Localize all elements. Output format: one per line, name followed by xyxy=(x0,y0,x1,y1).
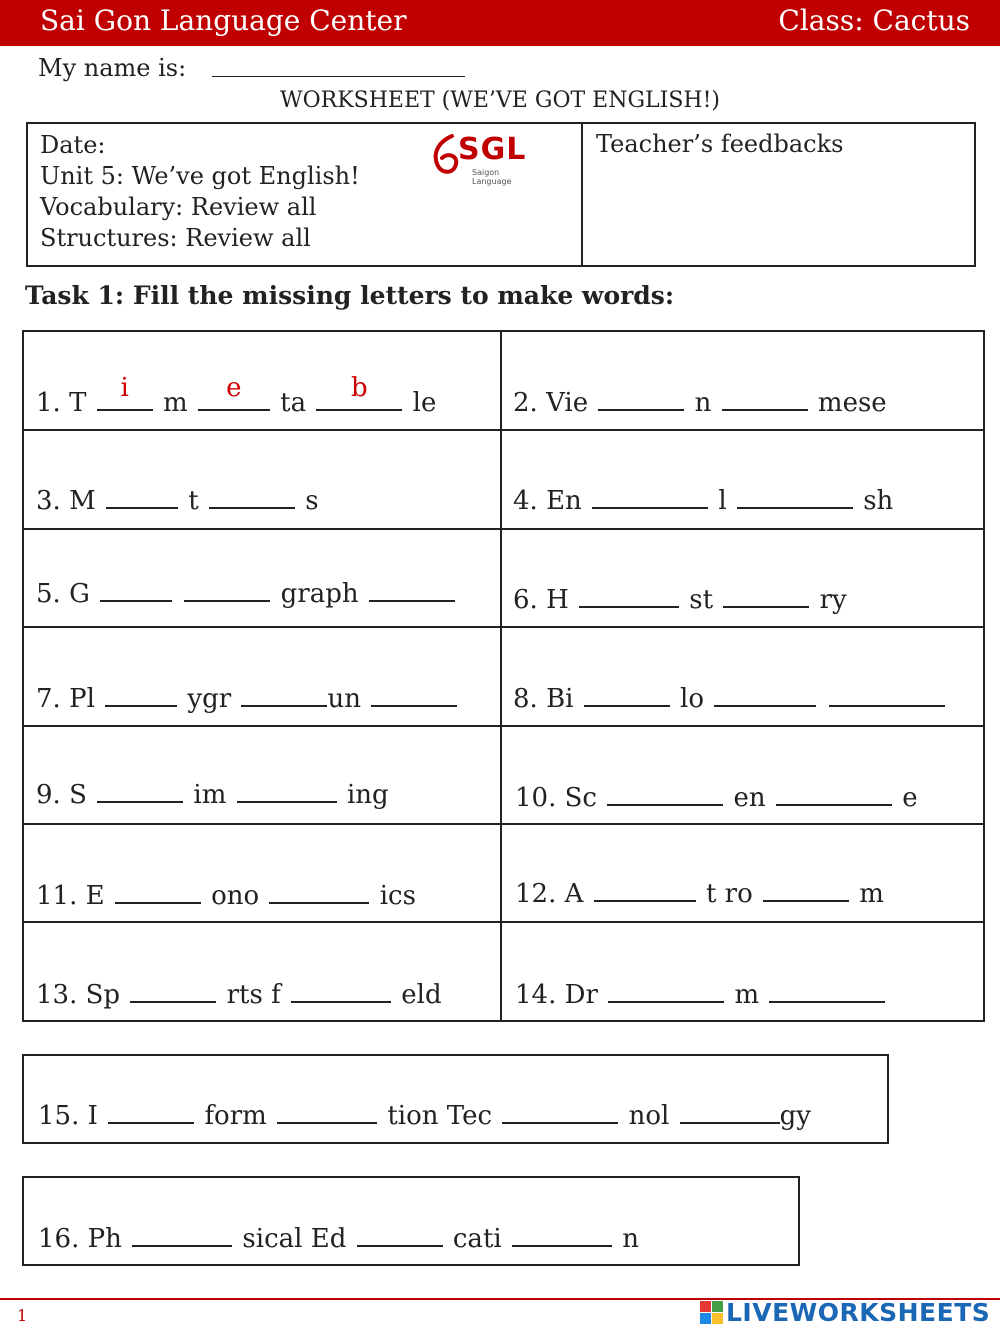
answer-blank[interactable] xyxy=(714,687,816,707)
item-number: 4. xyxy=(513,486,538,516)
word-part: en xyxy=(733,783,766,813)
word-part: H xyxy=(546,585,569,615)
word-item-11 xyxy=(36,881,416,911)
answer-blank[interactable] xyxy=(607,786,723,806)
name-input-line[interactable] xyxy=(212,76,465,77)
word-part: A xyxy=(564,879,584,909)
word-part: s xyxy=(305,486,319,516)
task1-grid xyxy=(22,330,985,1022)
word-part: n xyxy=(694,388,712,418)
answer-blank[interactable] xyxy=(502,1104,618,1124)
word-item-5 xyxy=(36,579,457,609)
answer-blank[interactable] xyxy=(723,588,809,608)
answer-blank[interactable] xyxy=(184,582,270,602)
word-part: ics xyxy=(379,881,416,911)
item-number: 13. xyxy=(36,980,78,1010)
answer-blank[interactable] xyxy=(357,1227,443,1247)
item-number: 16. xyxy=(38,1224,80,1254)
item-number: 5. xyxy=(36,579,61,609)
word-item-6 xyxy=(513,585,847,615)
answer-blank[interactable] xyxy=(776,786,892,806)
word-part: lo xyxy=(680,684,704,714)
sgl-logo-text: SGL xyxy=(458,132,527,167)
word-part: sh xyxy=(863,486,894,516)
word-part: Tec xyxy=(446,1101,493,1131)
item-number: 2. xyxy=(513,388,538,418)
liveworksheets-logo xyxy=(700,1298,990,1328)
teacher-feedback-label: Teacher’s feedbacks xyxy=(596,130,844,158)
word-part: t xyxy=(705,879,717,909)
item-number: 15. xyxy=(38,1101,80,1131)
word-part: Dr xyxy=(564,980,598,1010)
item-number: 12. xyxy=(515,879,557,909)
word-item-1 xyxy=(36,373,437,418)
name-label: My name is: xyxy=(38,54,187,82)
word-item-2 xyxy=(513,388,887,418)
answer-blank[interactable] xyxy=(737,489,853,509)
word-part: m xyxy=(734,980,760,1010)
header-bar xyxy=(0,0,1000,46)
info-lines xyxy=(40,130,360,254)
answer-blank[interactable] xyxy=(130,983,216,1003)
answer-blank[interactable] xyxy=(97,783,183,803)
item-number: 1. xyxy=(36,388,61,418)
word-part: m xyxy=(162,388,188,418)
answer-blank[interactable] xyxy=(584,687,670,707)
word-part: ta xyxy=(280,388,307,418)
answer-blank[interactable] xyxy=(277,1104,377,1124)
answer-blank[interactable] xyxy=(291,983,391,1003)
word-part: Sc xyxy=(564,783,597,813)
filled-answer: e xyxy=(226,373,242,403)
grid-row-divider xyxy=(24,823,983,825)
grid-row-divider xyxy=(24,528,983,530)
task1-title: Task 1: Fill the missing letters to make words: xyxy=(25,281,675,310)
answer-blank[interactable] xyxy=(108,1104,194,1124)
answer-blank[interactable] xyxy=(269,884,369,904)
word-part: ro xyxy=(724,879,753,909)
item-number: 3. xyxy=(36,486,61,516)
item-number: 14. xyxy=(515,980,557,1010)
word-part: e xyxy=(902,783,918,813)
answer-blank[interactable] xyxy=(680,1104,780,1124)
word-item-4 xyxy=(513,486,893,516)
answer-blank[interactable] xyxy=(97,373,153,411)
item-number: 8. xyxy=(513,684,538,714)
word-part: M xyxy=(69,486,96,516)
answer-blank[interactable] xyxy=(829,687,945,707)
word-item-14 xyxy=(515,980,887,1010)
answer-blank[interactable] xyxy=(371,687,457,707)
word-part: mese xyxy=(817,388,887,418)
answer-blank[interactable] xyxy=(769,983,885,1003)
answer-blank[interactable] xyxy=(100,582,172,602)
word-part: ono xyxy=(211,881,260,911)
sgl-logo-subtext: Saigon Language xyxy=(472,168,512,186)
school-name: Sai Gon Language Center xyxy=(40,4,407,37)
item-number: 10. xyxy=(515,783,557,813)
word-part: graph xyxy=(280,579,359,609)
word-part: eld xyxy=(401,980,442,1010)
answer-blank[interactable] xyxy=(369,582,455,602)
word-part: En xyxy=(546,486,582,516)
answer-blank[interactable] xyxy=(598,391,684,411)
answer-blank[interactable] xyxy=(115,884,201,904)
word-part: ing xyxy=(346,780,389,810)
filled-answer: b xyxy=(351,373,368,403)
unit-label: Unit 5: We’ve got English! xyxy=(40,162,360,190)
word-part: gy xyxy=(779,1101,811,1131)
page-number: 1 xyxy=(17,1306,28,1325)
item-number: 7. xyxy=(36,684,61,714)
answer-blank[interactable] xyxy=(579,588,679,608)
worksheet-title: WORKSHEET (WE’VE GOT ENGLISH!) xyxy=(279,88,721,113)
grid-row-divider xyxy=(24,626,983,628)
word-part: Ed xyxy=(310,1224,347,1254)
item-number: 6. xyxy=(513,585,538,615)
word-part: I xyxy=(87,1101,98,1131)
word-part: Vie xyxy=(546,388,589,418)
word-part: ry xyxy=(819,585,847,615)
grid-row-divider xyxy=(24,725,983,727)
grid-row-divider xyxy=(24,921,983,923)
word-part: Pl xyxy=(69,684,95,714)
word-part: E xyxy=(85,881,105,911)
word-part: un xyxy=(327,684,361,714)
class-label: Class: Cactus xyxy=(778,4,970,37)
word-part: ygr xyxy=(187,684,232,714)
answer-blank[interactable] xyxy=(132,1227,232,1247)
word-part: form xyxy=(204,1101,267,1131)
answer-blank[interactable] xyxy=(763,882,849,902)
word-item-9 xyxy=(36,780,389,810)
word-item-16 xyxy=(38,1224,639,1254)
word-part: im xyxy=(193,780,227,810)
word-item-7 xyxy=(36,684,459,714)
word-item-13 xyxy=(36,980,442,1010)
answer-blank[interactable] xyxy=(594,882,696,902)
answer-blank[interactable] xyxy=(722,391,808,411)
answer-blank[interactable] xyxy=(209,489,295,509)
word-part: le xyxy=(412,388,437,418)
answer-blank[interactable] xyxy=(241,687,327,707)
word-part: cati xyxy=(452,1224,502,1254)
word-part: Bi xyxy=(546,684,574,714)
word-part: l xyxy=(718,486,727,516)
word-part: n xyxy=(622,1224,639,1254)
info-divider xyxy=(581,124,583,265)
word-part: T xyxy=(69,388,87,418)
item-number: 9. xyxy=(36,780,61,810)
word-part: Ph xyxy=(87,1224,122,1254)
word-part: sical xyxy=(242,1224,303,1254)
word-item-3 xyxy=(36,486,319,516)
liveworksheets-text: LIVEWORKSHEETS xyxy=(726,1298,991,1327)
vocabulary-label: Vocabulary: Review all xyxy=(40,193,317,221)
word-part: G xyxy=(69,579,90,609)
word-part: m xyxy=(859,879,884,909)
word-part: f xyxy=(271,980,281,1010)
word-item-12 xyxy=(515,879,884,909)
word-item-10 xyxy=(515,783,918,813)
word-part: t xyxy=(188,486,199,516)
filled-answer: i xyxy=(120,373,129,403)
answer-blank[interactable] xyxy=(106,489,178,509)
grid-vertical-divider xyxy=(500,332,502,1020)
answer-blank[interactable] xyxy=(592,489,708,509)
word-part: st xyxy=(689,585,714,615)
answer-blank[interactable] xyxy=(608,983,724,1003)
answer-blank[interactable] xyxy=(198,373,270,411)
answer-blank[interactable] xyxy=(512,1227,612,1247)
word-part: rts xyxy=(226,980,263,1010)
word-part: S xyxy=(69,780,87,810)
answer-blank[interactable] xyxy=(316,373,402,411)
grid-row-divider xyxy=(24,429,983,431)
word-item-8 xyxy=(513,684,947,714)
answer-blank[interactable] xyxy=(105,687,177,707)
word-part: tion xyxy=(387,1101,439,1131)
date-label: Date: xyxy=(40,131,106,159)
liveworksheets-blocks-icon xyxy=(700,1301,724,1325)
sgl-logo xyxy=(430,132,540,186)
word-part: Sp xyxy=(85,980,121,1010)
word-part: nol xyxy=(628,1101,670,1131)
word-item-15 xyxy=(38,1101,811,1131)
item-number: 11. xyxy=(36,881,78,911)
answer-blank[interactable] xyxy=(237,783,337,803)
structures-label: Structures: Review all xyxy=(40,224,311,252)
